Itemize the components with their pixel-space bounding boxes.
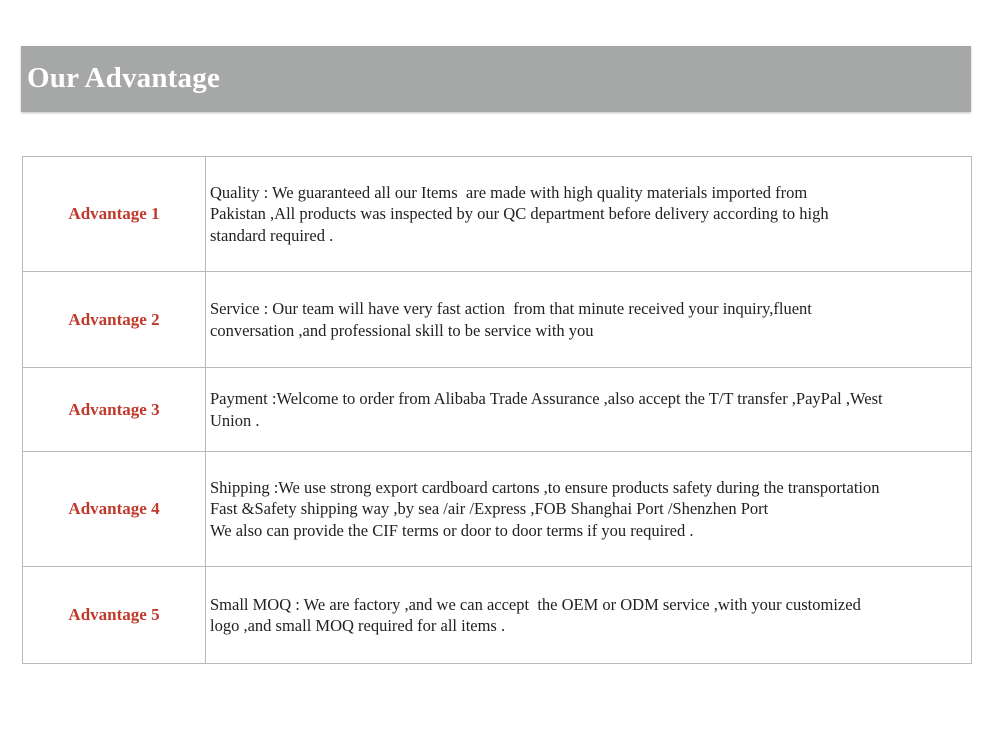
advantage-label: Advantage 3 <box>23 368 206 452</box>
description-line: Quality : We guaranteed all our Items are made with high quality materials imported from <box>210 182 808 202</box>
description-line: We also can provide the CIF terms or door to door terms if you required . <box>210 520 694 540</box>
page-title: Our Advantage <box>27 62 221 94</box>
description-line: Service : Our team will have very fast action from that minute received your inquiry,fluent <box>210 299 812 318</box>
advantage-label: Advantage 2 <box>23 272 206 368</box>
header-bar <box>21 46 971 112</box>
advantage-label: Advantage 5 <box>23 567 206 664</box>
advantage-description <box>206 452 972 567</box>
description-line: Union . <box>210 410 260 430</box>
description-line: Shipping :We use strong export cardboard cartons ,to ensure products safety during the transportation <box>210 477 880 497</box>
table-row <box>23 157 972 272</box>
description-line: logo ,and small MOQ required for all items . <box>210 616 506 635</box>
advantage-description <box>206 567 972 664</box>
table-row <box>23 452 972 567</box>
description-line: Pakistan ,All products was inspected by our QC department before delivery according to high <box>210 204 829 224</box>
description-line: Small MOQ : We are factory ,and we can accept the OEM or ODM service ,with your customized <box>210 594 861 614</box>
advantage-label: Advantage 1 <box>23 157 206 272</box>
description-line: Fast &Safety shipping way ,by sea /air /Express ,FOB Shanghai Port /Shenzhen Port <box>210 499 769 519</box>
advantage-description <box>206 157 972 272</box>
description-line: Payment :Welcome to order from Alibaba Trade Assurance ,also accept the T/T transfer ,PayPal ,West <box>210 389 883 408</box>
description-line: standard required . <box>210 225 334 245</box>
advantage-description <box>206 272 972 368</box>
table-row <box>23 272 972 368</box>
advantages-table <box>22 156 972 664</box>
description-line: conversation ,and professional skill to be service with you <box>210 320 594 340</box>
advantage-label: Advantage 4 <box>23 452 206 567</box>
table-row <box>23 368 972 452</box>
advantage-description <box>206 368 972 452</box>
table-row <box>23 567 972 664</box>
